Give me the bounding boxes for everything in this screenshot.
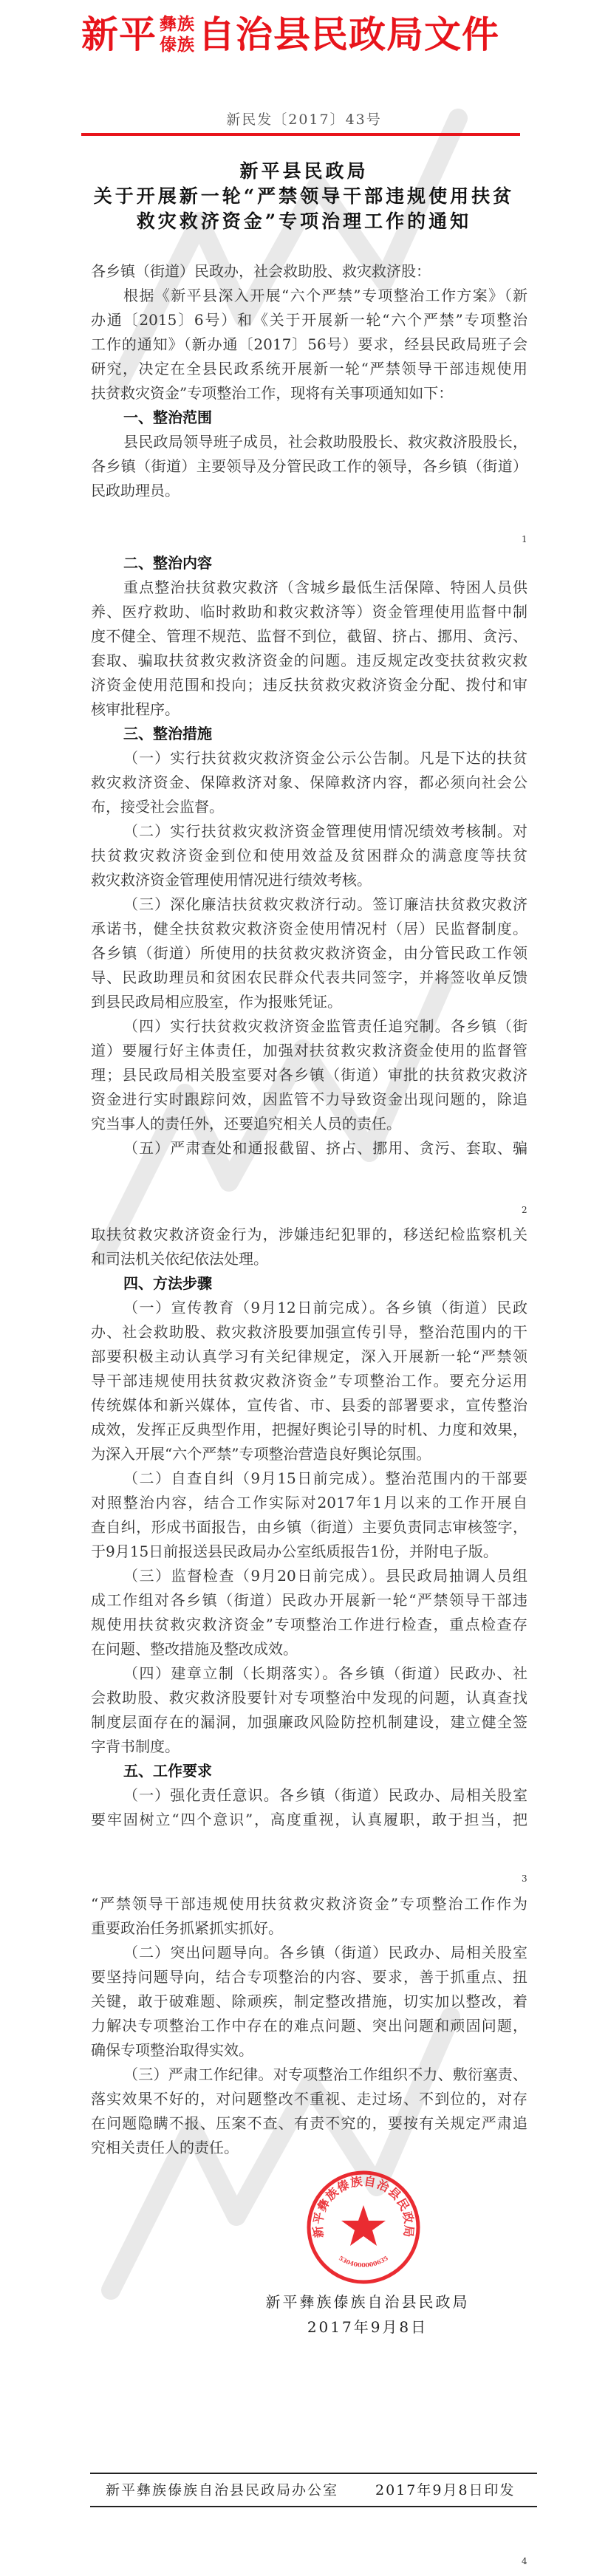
text-line: 度不健全、管理不规范、监督不到位，截留、挤占、挪用、贪污、 bbox=[91, 627, 527, 645]
text-line: 办、社会救助股、救灾救济股要加强宣传引导，整治范围内的干 bbox=[91, 1323, 527, 1341]
text-line: 取扶贫救灾救济资金行为，涉嫌违纪犯罪的，移送纪检监察机关 bbox=[91, 1226, 527, 1243]
document-header bbox=[81, 10, 525, 59]
title-line-1: 新平县民政局 bbox=[239, 160, 369, 182]
text-line: 养、医疗救助、临时救助和救灾救济等）资金管理使用监督中制 bbox=[91, 603, 527, 621]
text-line: （二）突出问题导向。各乡镇（街道）民政办、局相关股室 bbox=[123, 1944, 527, 1961]
text-line: 关键，敢于破难题、除顽疾，制定整改措施，切实加以整改，着 bbox=[91, 1992, 527, 2010]
text-line: 道）要履行好主体责任，加强对扶贫救灾救济资金使用的监督管 bbox=[91, 1042, 527, 1059]
paragraph bbox=[91, 575, 527, 722]
body-page-4 bbox=[91, 1892, 527, 2160]
text-line: 救灾救济资金管理使用情况进行绩效考核。 bbox=[91, 871, 372, 889]
paragraph bbox=[91, 1296, 527, 1466]
title-line-3: 救灾救济资金”专项治理工作的通知 bbox=[136, 211, 472, 232]
footer-issue-date: 2017年9月8日印发 bbox=[375, 2482, 516, 2498]
text-line: 一、整治范围 bbox=[123, 409, 212, 426]
text-line: （二）实行扶贫救灾救济资金管理使用情况绩效考核制。对 bbox=[123, 822, 527, 840]
text-line: 制度层面存在的漏洞，加强廉政风险防控机制建设，建立健全签 bbox=[91, 1713, 527, 1731]
text-line: 成效，发挥正反典型作用，把握好舆论引导的时机、力度和效果， bbox=[91, 1421, 527, 1438]
paragraph bbox=[91, 1223, 527, 1271]
text-line: 传统媒体和新兴媒体，宣传省、市、县委的部署要求，宣传整治 bbox=[91, 1396, 527, 1414]
text-line: 会救助股、救灾救济股要针对专项整治中发现的问题，认真查找 bbox=[91, 1689, 527, 1706]
section-heading bbox=[91, 1271, 527, 1296]
paragraph bbox=[91, 1564, 527, 1661]
seal-star-icon bbox=[341, 2205, 386, 2246]
paragraph bbox=[91, 430, 527, 503]
text-line: （三）监督检查（9月20日前完成）。县民政局抽调人员组 bbox=[123, 1567, 527, 1585]
paragraph bbox=[91, 819, 527, 892]
text-line: 为深入开展“六个严禁”专项整治营造良好舆论氛围。 bbox=[91, 1445, 431, 1463]
text-line: 各乡镇（街道）所使用的扶贫救灾救济资金，由分管民政工作领 bbox=[91, 944, 527, 962]
text-line: 究当事人的责任外，还要追究相关人员的责任。 bbox=[91, 1115, 401, 1132]
text-line: 成工作组对各乡镇（街道）民政办开展新一轮“严禁领导干部违 bbox=[91, 1591, 527, 1609]
paragraph bbox=[91, 892, 527, 1014]
text-line: （四）实行扶贫救灾救济资金监管责任追究制。各乡镇（街 bbox=[123, 1017, 527, 1035]
text-line: 重点整治扶贫救灾救济（含城乡最低生活保障、特困人员供 bbox=[123, 578, 527, 596]
section-heading bbox=[91, 551, 527, 575]
text-line: 研究，决定在全县民政系统开展新一轮“严禁领导干部违规使用 bbox=[91, 360, 527, 377]
text-line: 承诺书，健全扶贫救灾救济资金使用情况村（居）民监督制度。 bbox=[91, 920, 527, 937]
text-line: 和司法机关依纪依法处理。 bbox=[91, 1250, 268, 1268]
text-line: 三、整治措施 bbox=[123, 725, 212, 742]
body-page-1 bbox=[91, 259, 527, 503]
seal-code: 5304000000635 bbox=[337, 2254, 390, 2269]
header-small-bottom: 傣族 bbox=[160, 35, 195, 55]
text-line: 县民政局领导班子成员，社会救助股股长、救灾救济股股长， bbox=[123, 433, 527, 451]
text-line: 布，接受社会监督。 bbox=[91, 798, 224, 816]
text-line: 理；县民政局相关股室要对各乡镇（街道）审批的扶贫救灾救济 bbox=[91, 1066, 527, 1084]
paragraph bbox=[91, 1783, 527, 1832]
title-line-2: 关于开展新一轮“严禁领导干部违规使用扶贫 bbox=[93, 185, 515, 207]
text-line: 部要积极主动认真学习有关纪律规定，深入开展新一轮“严禁领 bbox=[91, 1347, 527, 1365]
footer-divider-top bbox=[90, 2473, 537, 2474]
text-line: 导干部违规使用扶贫救灾救济资金”专项整治工作。要充分运用 bbox=[91, 1372, 527, 1390]
text-line: 到县民政局相应股室，作为报账凭证。 bbox=[91, 993, 342, 1011]
seal-text: 新平彝族傣族自治县民政局 bbox=[310, 2173, 417, 2239]
text-line: 工作的通知》（新办通〔2017〕56号）要求，经县民政局班子会 bbox=[91, 335, 527, 353]
header-right: 自治县民政局文件 bbox=[198, 13, 499, 56]
text-line: （四）建章立制（长期落实）。各乡镇（街道）民政办、社 bbox=[123, 1664, 527, 1682]
text-line: 各乡镇（街道）主要领导及分管民政工作的领导，各乡镇（街道） bbox=[91, 457, 527, 475]
text-line: “严禁领导干部违规使用扶贫救灾救济资金”专项整治工作作为 bbox=[91, 1895, 527, 1913]
page-number: 2 bbox=[522, 1205, 527, 1215]
text-line: 四、方法步骤 bbox=[123, 1274, 212, 1292]
header-ethnic-names bbox=[160, 14, 195, 55]
text-line: 根据《新平县深入开展“六个严禁”专项整治工作方案》（新 bbox=[123, 287, 527, 304]
paragraph bbox=[91, 1466, 527, 1564]
text-line: 于9月15日前报送县民政局办公室纸质报告1份，并附电子版。 bbox=[91, 1542, 498, 1560]
text-line: 核审批程序。 bbox=[91, 700, 180, 718]
footer-issuer: 新平彝族傣族自治县民政局办公室 bbox=[106, 2482, 339, 2498]
text-line: 套取、骗取扶贫救灾救济资金的问题。违反规定改变扶贫救灾救 bbox=[91, 652, 527, 669]
paragraph bbox=[91, 1661, 527, 1759]
text-line: 要坚持问题导向，结合专项整治的内容、要求，善于抓重点、扭 bbox=[91, 1968, 527, 1986]
paragraph bbox=[91, 1136, 527, 1161]
page-number: 3 bbox=[522, 1873, 527, 1884]
text-line: 济资金使用范围和投向；违反扶贫救灾救济资金分配、拨付和审 bbox=[91, 676, 527, 694]
text-line: 重要政治任务抓紧抓实抓好。 bbox=[91, 1919, 283, 1937]
official-seal bbox=[304, 2168, 423, 2286]
text-line: 在问题、整改措施及整改成效。 bbox=[91, 1640, 298, 1658]
footer-divider-bottom bbox=[90, 2506, 537, 2507]
paragraph bbox=[91, 1014, 527, 1136]
paragraph bbox=[91, 259, 527, 284]
text-line: 办通〔2015〕6号）和《关于开展新一轮“六个严禁”专项整治 bbox=[91, 311, 527, 329]
text-line: 五、工作要求 bbox=[123, 1762, 212, 1780]
text-line: （二）自查自纠（9月15日前完成）。整治范围内的干部要 bbox=[123, 1469, 527, 1487]
page-number: 1 bbox=[522, 534, 527, 544]
paragraph bbox=[91, 2063, 527, 2160]
text-line: 各乡镇（街道）民政办，社会救助股、救灾救济股： bbox=[91, 262, 431, 280]
section-heading bbox=[91, 722, 527, 746]
text-line: 对照整治内容，结合工作实际对2017年1月以来的工作开展自 bbox=[91, 1494, 527, 1511]
body-page-3 bbox=[91, 1223, 527, 1832]
text-line: （三）深化廉洁扶贫救灾救济行动。签订廉洁扶贫救灾救济 bbox=[123, 895, 527, 913]
text-line: 资金进行实时跟踪问效，因监管不力导致资金出现问题的，除追 bbox=[91, 1090, 527, 1108]
section-heading bbox=[91, 406, 527, 430]
paragraph bbox=[91, 1941, 527, 2063]
text-line: （五）严肃查处和通报截留、挤占、挪用、贪污、套取、骗 bbox=[123, 1139, 527, 1157]
text-line: 确保专项整治取得实效。 bbox=[91, 2041, 253, 2059]
text-line: 导、民政助理员和贫困农民群众代表共同签字，并将签收单反馈 bbox=[91, 968, 527, 986]
text-line: 规使用扶贫救灾救济资金”专项整治工作进行检查，重点检查存 bbox=[91, 1616, 527, 1633]
text-line: 在问题隐瞒不报、压案不查、有责不究的，要按有关规定严肃追 bbox=[91, 2114, 527, 2132]
text-line: 落实效果不好的，对问题整改不重视、走过场、不到位的，对存 bbox=[91, 2090, 527, 2108]
text-line: （一）实行扶贫救灾救济资金公示公告制。凡是下达的扶贫 bbox=[123, 749, 527, 767]
body-page-2 bbox=[91, 551, 527, 1161]
text-line: 扶贫救灾救济资金到位和使用效益及贫困群众的满意度等扶贫 bbox=[91, 847, 527, 864]
text-line: 要牢固树立“四个意识”，高度重视，认真履职，敢于担当，把 bbox=[91, 1811, 527, 1828]
text-line: 民政助理员。 bbox=[91, 482, 180, 499]
text-line: （一）宣传教育（9月12日前完成）。各乡镇（街道）民政 bbox=[123, 1299, 527, 1316]
document-number: 新民发〔2017〕43号 bbox=[226, 112, 382, 128]
signature-date: 2017年9月8日 bbox=[307, 2318, 428, 2336]
text-line: 字背书制度。 bbox=[91, 1738, 180, 1755]
text-line: （一）强化责任意识。各乡镇（街道）民政办、局相关股室 bbox=[123, 1786, 527, 1804]
page-number: 4 bbox=[522, 2556, 527, 2566]
text-line: 力解决专项整治工作中存在的难点问题、突出问题和顽固问题， bbox=[91, 2017, 527, 2035]
header-divider bbox=[81, 133, 520, 136]
header-small-top: 彝族 bbox=[160, 14, 195, 34]
paragraph bbox=[91, 1892, 527, 1941]
text-line: 究相关责任人的责任。 bbox=[91, 2139, 239, 2156]
section-heading bbox=[91, 1759, 527, 1783]
text-line: 查自纠，形成书面报告，由乡镇（街道）主要负责同志审核签字， bbox=[91, 1518, 527, 1536]
text-line: （三）严肃工作纪律。对专项整治工作组织不力、敷衍塞责、 bbox=[123, 2066, 527, 2083]
svg-text:5304000000635 bbox=[338, 2254, 389, 2269]
header-left: 新平 bbox=[81, 13, 157, 56]
signature-org: 新平彝族傣族自治县民政局 bbox=[265, 2293, 470, 2311]
text-line: 救灾救济资金、保障救济对象、保障救济内容，都必须向社会公 bbox=[91, 773, 527, 791]
text-line: 扶贫救灾资金”专项整治工作，现将有关事项通知如下： bbox=[91, 384, 454, 402]
text-line: 二、整治内容 bbox=[123, 554, 212, 572]
paragraph bbox=[91, 746, 527, 819]
paragraph bbox=[91, 284, 527, 406]
